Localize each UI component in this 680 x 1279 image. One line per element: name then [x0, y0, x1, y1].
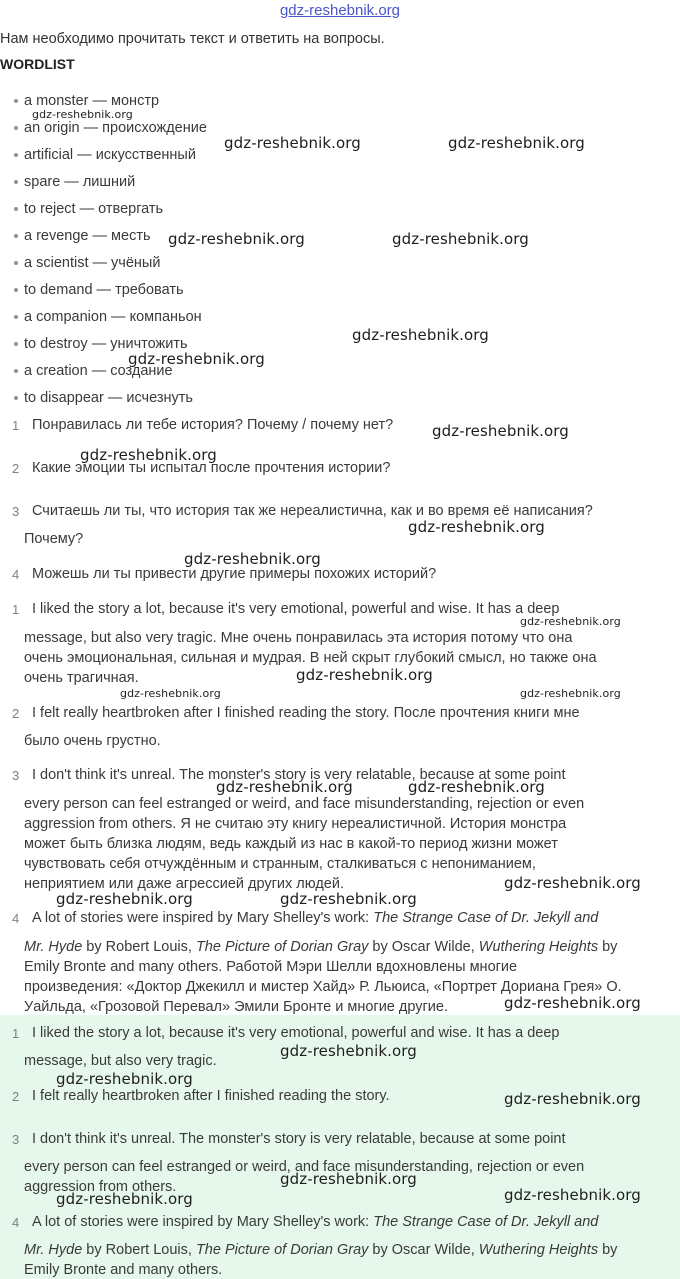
- answer-line: чувствовать себя отчуждённым и странным, сталкиваться с непониманием,: [24, 856, 536, 872]
- question-text-cont: Почему?: [24, 531, 84, 547]
- watermark: gdz-reshebnik.org: [168, 230, 305, 248]
- watermark: gdz-reshebnik.org: [280, 890, 417, 908]
- question-number: 4: [12, 567, 20, 582]
- wordlist-item: a scientist — учёный: [14, 255, 160, 271]
- book-title: The Strange Case of Dr. Jekyll and: [373, 1214, 599, 1230]
- book-title: The Picture of Dorian Gray: [195, 939, 369, 955]
- question-text: Можешь ли ты привести другие примеры похожих историй?: [32, 566, 437, 582]
- bullet-icon: [14, 261, 18, 265]
- question-text: Какие эмоции ты испытал после прочтения истории?: [32, 460, 391, 476]
- book-title: Wuthering Heights: [478, 939, 599, 955]
- answer-number: 1: [12, 602, 20, 617]
- answer-line: может быть близка людям, ведь каждый из нас в какой-то период жизни может: [24, 836, 558, 852]
- bullet-icon: [14, 234, 18, 238]
- watermark: gdz-reshebnik.org: [184, 550, 321, 568]
- bullet-icon: [14, 180, 18, 184]
- bullet-icon: [14, 369, 18, 373]
- answer-number: 3: [12, 1132, 20, 1147]
- question-text: Понравилась ли тебе история? Почему / почему нет?: [32, 417, 394, 433]
- watermark: gdz-reshebnik.org: [504, 994, 641, 1012]
- wordlist-item: to destroy — уничтожить: [14, 336, 188, 352]
- watermark: gdz-reshebnik.org: [80, 446, 217, 464]
- bullet-icon: [14, 153, 18, 157]
- bullet-icon: [14, 207, 18, 211]
- watermark: gdz-reshebnik.org: [224, 134, 361, 152]
- watermark: gdz-reshebnik.org: [296, 666, 433, 684]
- wordlist-item: a companion — компаньон: [14, 309, 202, 325]
- answer-number: 4: [12, 911, 20, 926]
- watermark: gdz-reshebnik.org: [56, 1070, 193, 1088]
- answer-line: Уайльда, «Грозовой Перевал» Эмили Бронте и многие другие.: [24, 999, 448, 1015]
- watermark: gdz-reshebnik.org: [120, 687, 221, 700]
- bullet-icon: [14, 99, 18, 103]
- watermark: gdz-reshebnik.org: [432, 422, 569, 440]
- watermark: gdz-reshebnik.org: [504, 874, 641, 892]
- answer-line: I felt really heartbroken after I finished reading the story. После прочтения книги мне: [32, 705, 580, 721]
- watermark: gdz-reshebnik.org: [128, 350, 265, 368]
- answer-line: aggression from others. Я не считаю эту книгу нереалистичной. История монстра: [24, 816, 567, 832]
- watermark: gdz-reshebnik.org: [352, 326, 489, 344]
- bullet-icon: [14, 288, 18, 292]
- answer-line: every person can feel estranged or weird, and face misunderstanding, rejection or even: [24, 1159, 585, 1175]
- answer-line: I don't think it's unreal. The monster's story is very relatable, because at some point: [32, 1131, 566, 1147]
- wordlist-item: an origin — происхождение: [14, 120, 207, 136]
- wordlist-item: to reject — отвергать: [14, 201, 163, 217]
- wordlist-item: to demand — требовать: [14, 282, 184, 298]
- book-title: The Picture of Dorian Gray: [195, 1242, 369, 1258]
- answer-line: Mr. Hyde by Robert Louis, The Picture of Dorian Gray by Oscar Wilde, Wuthering Heights by: [24, 1242, 618, 1258]
- wordlist-item: spare — лишний: [14, 174, 135, 190]
- answer-line: Emily Bronte and many others.: [24, 1262, 223, 1278]
- book-title: Mr. Hyde: [24, 1242, 83, 1258]
- watermark: gdz-reshebnik.org: [408, 518, 545, 536]
- wordlist-item: a creation — создание: [14, 363, 173, 379]
- bullet-icon: [14, 342, 18, 346]
- wordlist-item: a revenge — месть: [14, 228, 151, 244]
- watermark: gdz-reshebnik.org: [280, 1170, 417, 1188]
- watermark: gdz-reshebnik.org: [408, 778, 545, 796]
- book-title: Mr. Hyde: [24, 939, 83, 955]
- book-title: Wuthering Heights: [478, 1242, 599, 1258]
- answer-number: 2: [12, 706, 20, 721]
- wordlist-item: to disappear — исчезнуть: [14, 390, 193, 406]
- answer-line: неприятием или даже агрессией других людей.: [24, 876, 344, 892]
- site-link[interactable]: gdz-reshebnik.org: [279, 2, 401, 19]
- answer-number: 2: [12, 1089, 20, 1104]
- answer-line: очень эмоциональная, сильная и мудрая. В ней скрыт глубокий смысл, но также она: [24, 650, 597, 666]
- watermark: gdz-reshebnik.org: [504, 1090, 641, 1108]
- book-title: The Strange Case of Dr. Jekyll and: [373, 910, 599, 926]
- watermark: gdz-reshebnik.org: [32, 108, 133, 121]
- answer-line: message, but also very tragic.: [24, 1053, 217, 1069]
- wordlist-item: artificial — искусственный: [14, 147, 196, 163]
- answer-line: every person can feel estranged or weird, and face misunderstanding, rejection or even: [24, 796, 585, 812]
- intro-text: Нам необходимо прочитать текст и ответить на вопросы.: [0, 31, 385, 47]
- wordlist-item: a monster — монстр: [14, 93, 159, 109]
- watermark: gdz-reshebnik.org: [56, 890, 193, 908]
- answer-line: I liked the story a lot, because it's very emotional, powerful and wise. It has a deep: [32, 1025, 560, 1041]
- answer-line: произведения: «Доктор Джекилл и мистер Хайд» Р. Льюиса, «Портрет Дориана Грея» О.: [24, 979, 622, 995]
- watermark: gdz-reshebnik.org: [216, 778, 353, 796]
- answer-line: очень трагичная.: [24, 670, 139, 686]
- answer-line: I don't think it's unreal. The monster's story is very relatable, because at some point: [32, 767, 566, 783]
- question-text: Считаешь ли ты, что история так же нереалистична, как и во время её написания?: [32, 503, 593, 519]
- watermark: gdz-reshebnik.org: [56, 1190, 193, 1208]
- watermark: gdz-reshebnik.org: [392, 230, 529, 248]
- answer-line: I felt really heartbroken after I finished reading the story.: [32, 1088, 390, 1104]
- watermark: gdz-reshebnik.org: [280, 1042, 417, 1060]
- question-number: 3: [12, 504, 20, 519]
- question-number: 2: [12, 461, 20, 476]
- watermark: gdz-reshebnik.org: [520, 615, 621, 628]
- watermark: gdz-reshebnik.org: [448, 134, 585, 152]
- answer-line: Mr. Hyde by Robert Louis, The Picture of Dorian Gray by Oscar Wilde, Wuthering Heights by: [24, 939, 618, 955]
- bullet-icon: [14, 315, 18, 319]
- answer-line: message, but also very tragic. Мне очень понравилась эта история потому что она: [24, 630, 573, 646]
- wordlist-title: WORDLIST: [0, 56, 75, 72]
- answer-line: aggression from others.: [24, 1179, 177, 1195]
- watermark: gdz-reshebnik.org: [520, 687, 621, 700]
- bullet-icon: [14, 126, 18, 130]
- answer-line: было очень грустно.: [24, 733, 161, 749]
- answer-line: I liked the story a lot, because it's very emotional, powerful and wise. It has a deep: [32, 601, 560, 617]
- answer-number: 1: [12, 1026, 20, 1041]
- question-number: 1: [12, 418, 20, 433]
- answer-line: Emily Bronte and many others. Работой Мэри Шелли вдохновлены многие: [24, 959, 518, 975]
- answer-number: 3: [12, 768, 20, 783]
- answer-line: A lot of stories were inspired by Mary Shelley's work: The Strange Case of Dr. Jekyll and: [32, 910, 599, 926]
- bullet-icon: [14, 396, 18, 400]
- answer-line: A lot of stories were inspired by Mary Shelley's work: The Strange Case of Dr. Jekyll and: [32, 1214, 599, 1230]
- answer-number: 4: [12, 1215, 20, 1230]
- watermark: gdz-reshebnik.org: [504, 1186, 641, 1204]
